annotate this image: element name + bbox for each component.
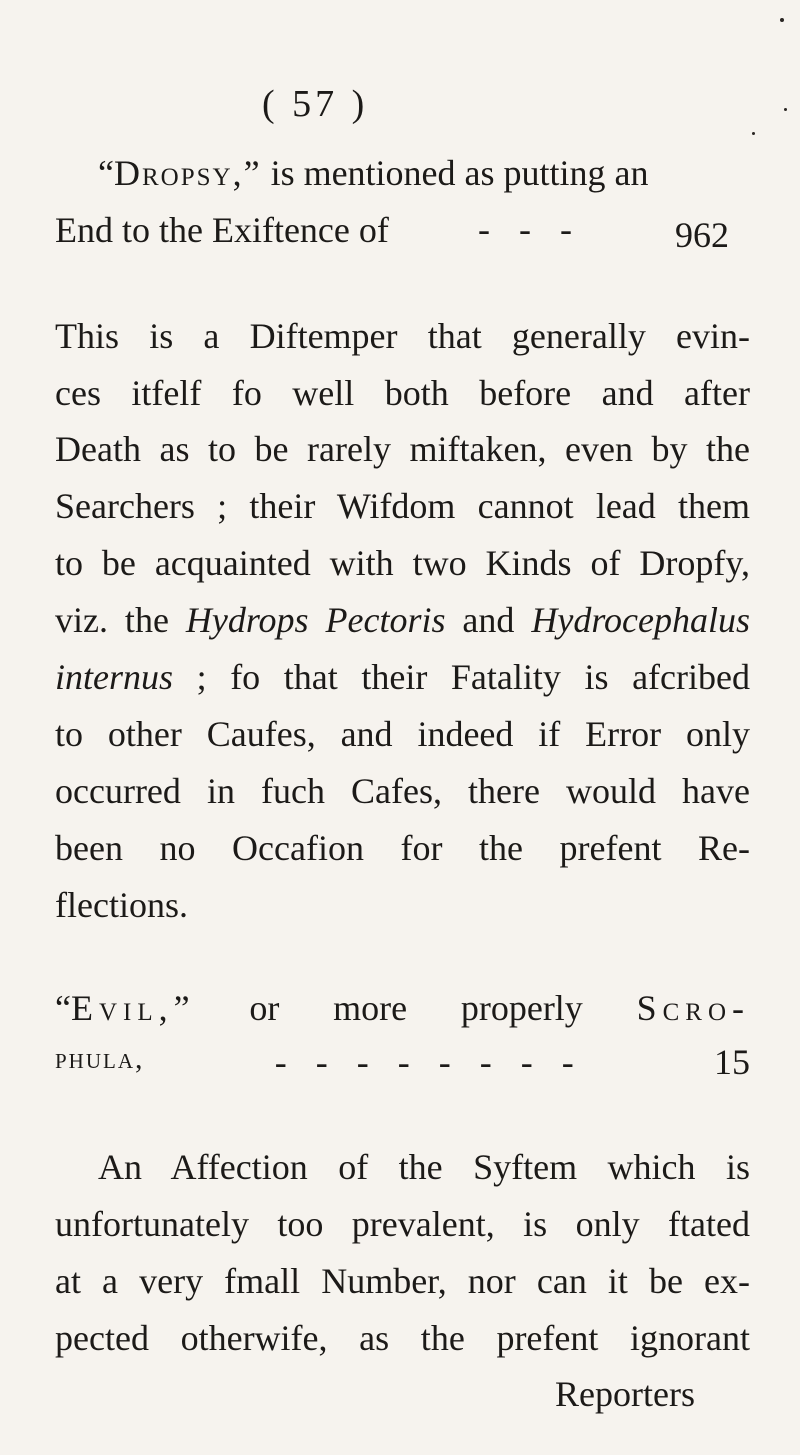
paragraph-line: ces itfelf fo well both before and after [55, 373, 750, 413]
entry-term: Scro- [636, 988, 750, 1028]
entry-term: Evil,” [70, 988, 196, 1028]
page-number: ( 57 ) [262, 83, 369, 125]
paper-speck [780, 18, 784, 22]
catchword: Reporters [555, 1374, 695, 1414]
heading-text: or more properly [195, 988, 637, 1028]
entry-heading-dropsy [98, 155, 649, 191]
entry-heading-evil [55, 990, 750, 1026]
paragraph-line: unfortunately too prevalent, is only ftated [55, 1204, 750, 1244]
heading-text: is mentioned as putting an [261, 153, 649, 193]
latin-term: internus [55, 657, 174, 697]
open-quote: “ [55, 988, 71, 1028]
paragraph-line-last: flections. [55, 885, 188, 925]
heading-text: End to the Exiftence of [55, 210, 389, 250]
paragraph-line: been no Occafion for the prefent Re- [55, 828, 750, 868]
entry-heading-line-2 [55, 1044, 750, 1080]
paper-speck [784, 108, 787, 111]
entry-heading-line-2 [55, 212, 389, 248]
latin-term: Hydrops Pectoris [185, 600, 446, 640]
paragraph-line: Death as to be rarely miftaken, even by the [55, 429, 750, 469]
paragraph-line: to other Caufes, and indeed if Error only [55, 714, 750, 754]
text-run: viz. the [55, 600, 186, 640]
entry-term: Dropsy,” [113, 153, 262, 193]
paragraph-line: occurred in fuch Cafes, there would have [55, 771, 750, 811]
open-quote: “ [98, 153, 114, 193]
paragraph-line: An Affection of the Syftem which is [98, 1147, 750, 1187]
text-run: ; fo that their Fatality is afcribed [173, 657, 750, 697]
paper-speck [752, 132, 755, 135]
paragraph-line: pected otherwife, as the prefent ignorant [55, 1318, 750, 1358]
paragraph-line: This is a Diftemper that generally evin- [55, 316, 750, 356]
entry-count: 962 [675, 215, 729, 255]
paragraph-line: Searchers ; their Wifdom cannot lead them [55, 486, 750, 526]
leader-dashes: - - - - - - - - [274, 1042, 584, 1082]
paragraph-line: to be acquainted with two Kinds of Dropfy, [55, 543, 750, 583]
entry-term: phula, [55, 1042, 145, 1075]
paragraph-line: at a very fmall Number, nor can it be ex- [55, 1261, 750, 1301]
paragraph-line-latin [55, 602, 750, 638]
paragraph-line-latin [55, 659, 750, 695]
leader-dashes: - - - [478, 209, 582, 249]
text-run: and [445, 600, 532, 640]
entry-count: 15 [713, 1042, 750, 1082]
latin-term: Hydrocephalus [531, 600, 750, 640]
